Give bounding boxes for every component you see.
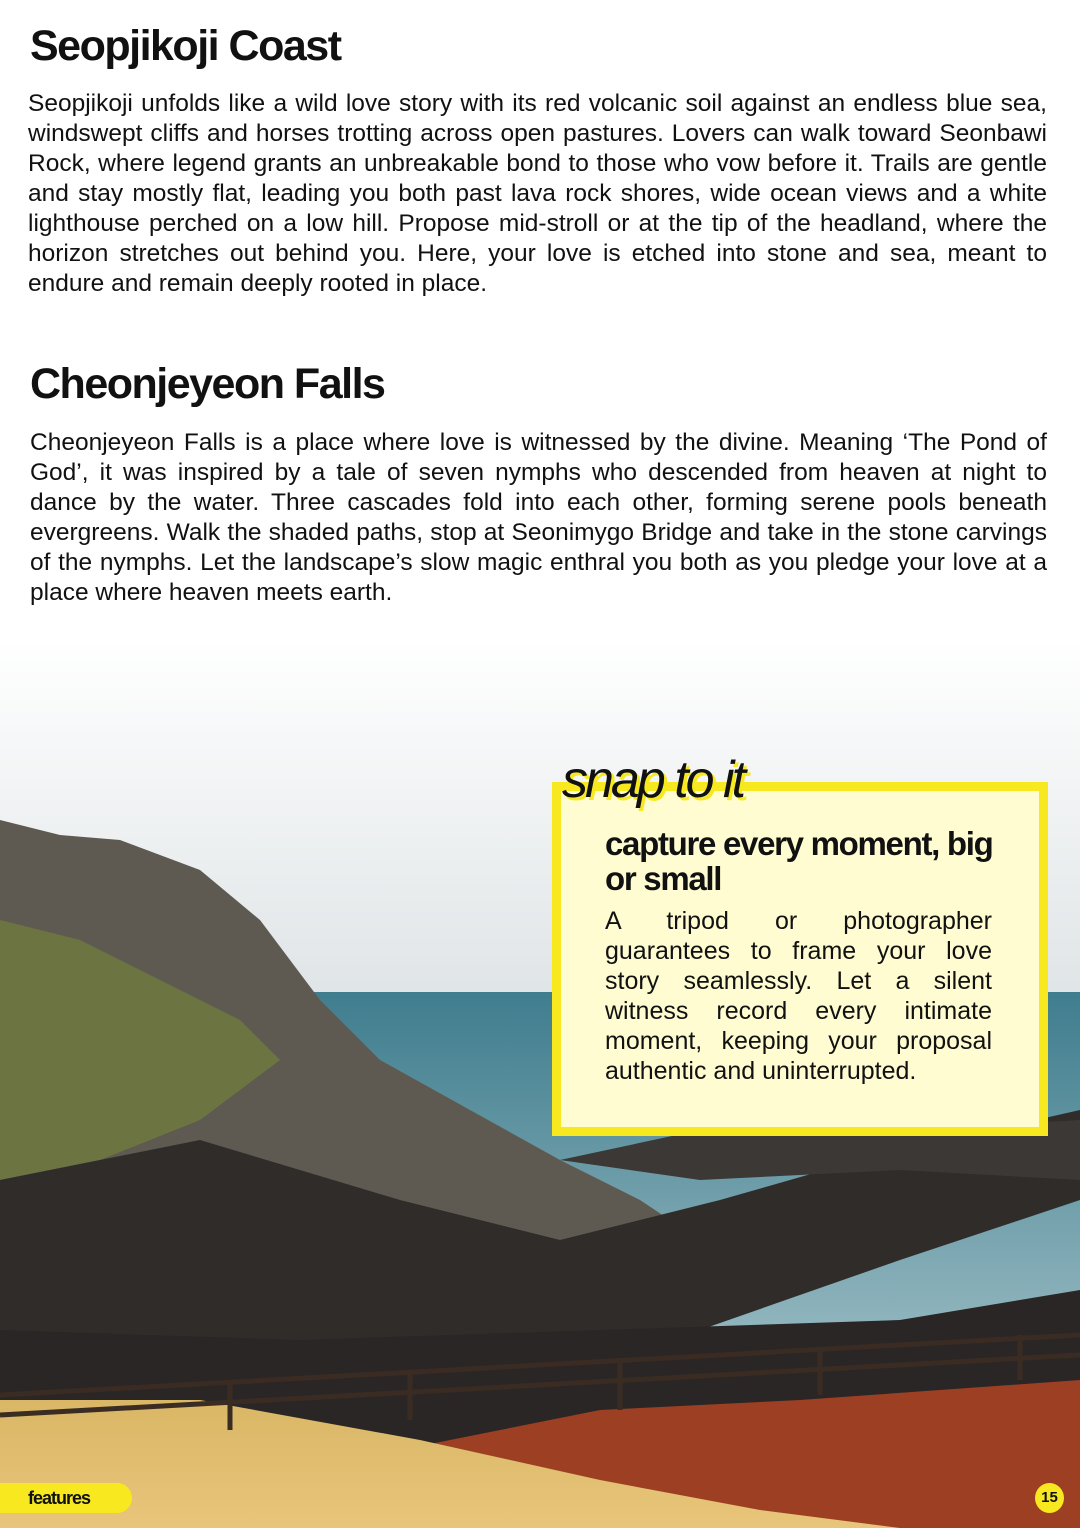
sidebar-body: A tripod or photographer guarantees to frame your love story seamlessly. Let a silent witness record every intimate moment, keeping your proposal authentic and uninterrupted. [605, 907, 992, 1085]
sidebar-heading: capture every moment, big or small [605, 825, 993, 897]
section-tag: features [0, 1483, 132, 1513]
page-number: 15 [1035, 1483, 1064, 1513]
section-title-cheonjeyeon: Cheonjeyeon Falls [30, 360, 385, 408]
section-title-seopjikoji: Seopjikoji Coast [30, 22, 341, 70]
section-body-cheonjeyeon: Cheonjeyeon Falls is a place where love is witnessed by the divine. Meaning ‘The Pond of God’, it was inspired by a tale of seven nymphs who descended from heaven at night to dance by the water. Three cascades fold into each other, forming serene pools beneath evergreens. Walk the shaded paths, stop at Seonimygo Bridge and take in the stone carvings of the nymphs. Let the landscape’s slow magic enthral you both as you pledge your love at a place where heaven meets earth. [30, 429, 1047, 606]
section-body-seopjikoji: Seopjikoji unfolds like a wild love story with its red volcanic soil against an endless blue sea, windswept cliffs and horses trotting across open pastures. Lovers can walk toward Seonbawi Rock, where legend grants an unbreakable bond to those who vow before it. Trails are gentle and stay mostly flat, leading you both past lava rock shores, wide ocean views and a white lighthouse perched on a low hill. Propose mid-stroll or at the tip of the headland, where the horizon stretches out behind you. Here, your love is etched into stone and sea, meant to endure and remain deeply rooted in place. [28, 90, 1047, 297]
sidebar-label: snap to it [562, 751, 744, 809]
